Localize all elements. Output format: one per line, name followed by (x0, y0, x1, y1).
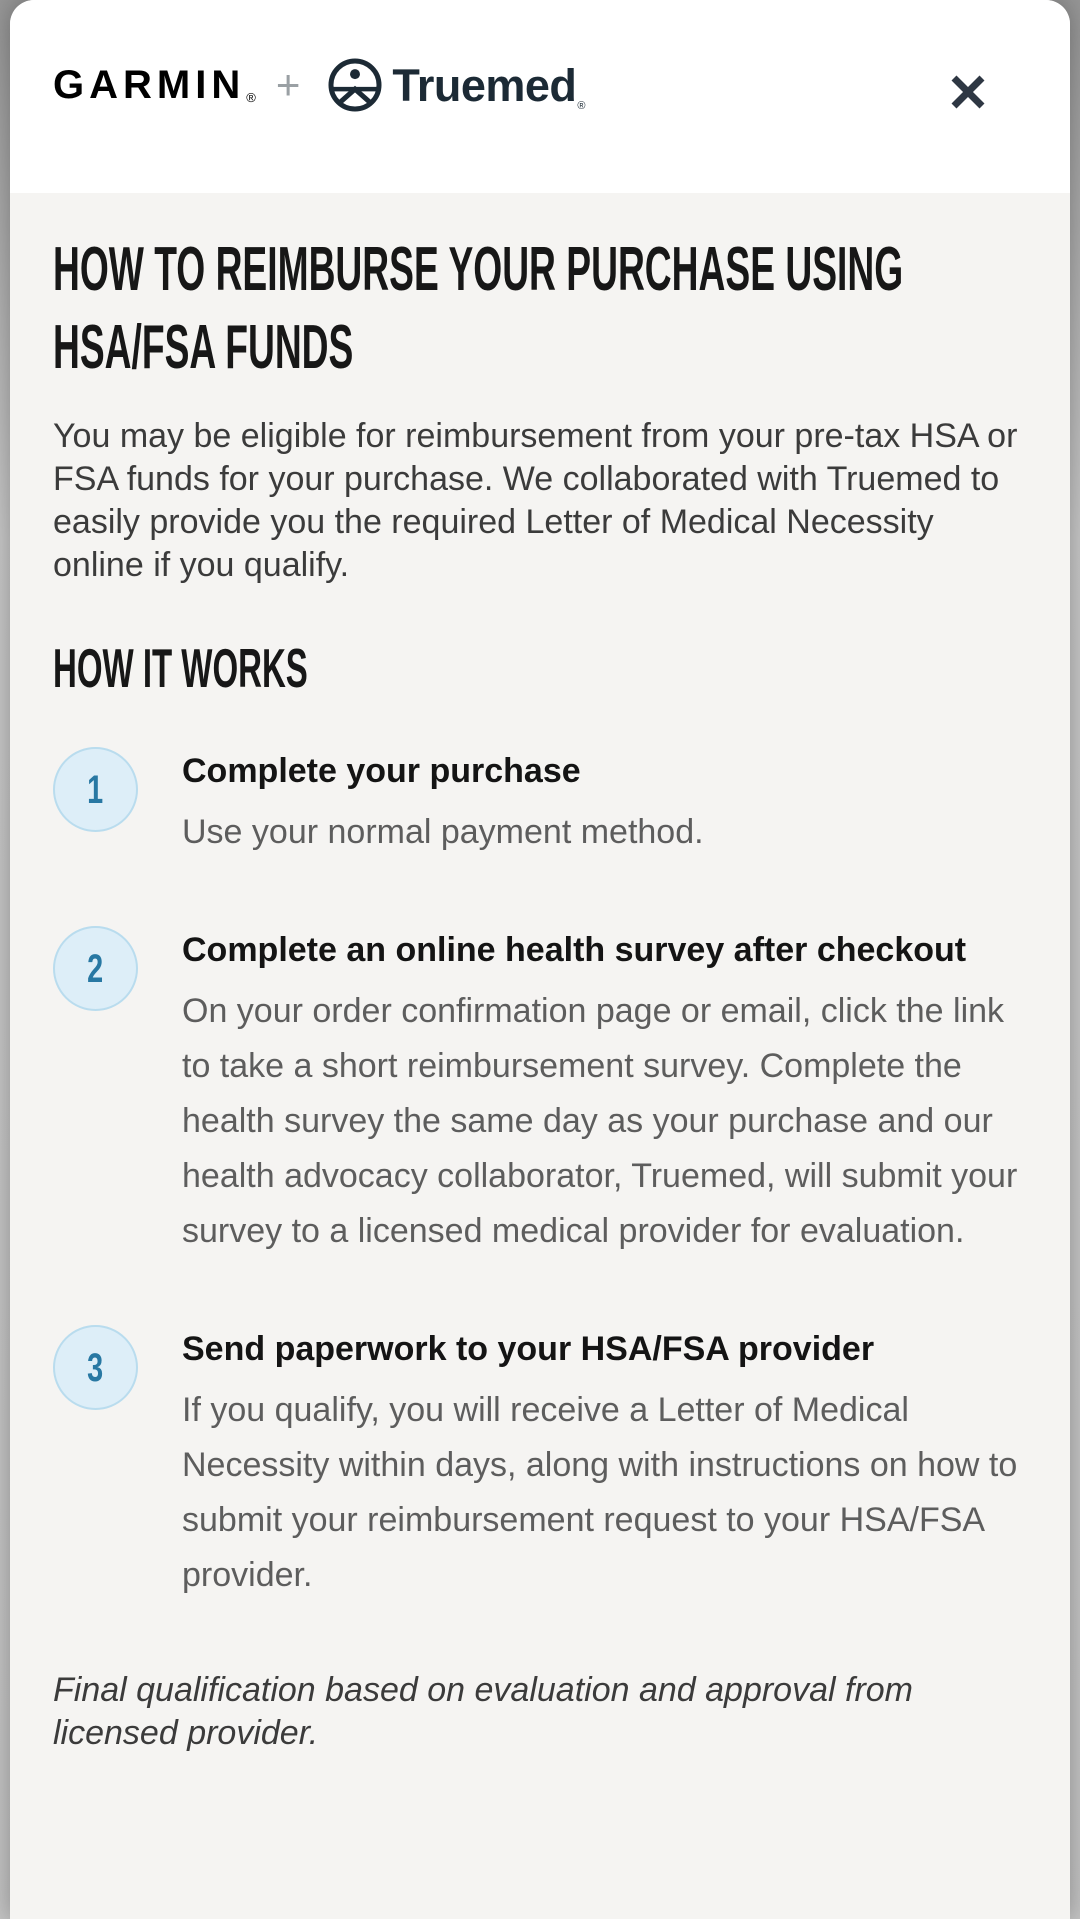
step-number-2: 2 (87, 946, 104, 991)
step-body-1: Use your normal payment method. (182, 813, 704, 851)
step-title-3: Send paperwork to your HSA/FSA provider (182, 1330, 875, 1368)
brand-row (53, 52, 586, 118)
page-title-line-2: HSA/FSA FUNDS (53, 313, 354, 382)
step-number-badge-3 (53, 1325, 138, 1410)
step-body-2: On your order confirmation page or email, click the link to take a short reimbursement survey. Complete the health survey the same day as your purchase and our health advocacy collaborator, Truemed, will submit your survey to a licensed medical provider for evaluation. (182, 992, 1018, 1250)
garmin-registered-mark: ® (246, 90, 256, 105)
step-text-1 (182, 747, 1027, 860)
step-number-badge-2 (53, 926, 138, 1011)
step-number-3: 3 (87, 1345, 104, 1390)
hsa-fsa-info-modal (10, 0, 1070, 1919)
step-item-2 (53, 926, 1027, 1259)
garmin-wordmark: GARMIN (53, 63, 246, 107)
garmin-logo (53, 65, 256, 105)
page-title-line-1: HOW TO REIMBURSE YOUR PURCHASE USING (53, 235, 904, 304)
intro-paragraph: You may be eligible for reimbursement from your pre-tax HSA or FSA funds for your purchase. We collaborated with Truemed to easily provide you the required Letter of Medical Necessity online if you qualify. (53, 417, 1018, 584)
step-number-1: 1 (87, 767, 104, 812)
step-text-3 (182, 1325, 1027, 1603)
step-item-1 (53, 747, 1027, 860)
steps-list (53, 747, 1027, 1603)
step-body-3: If you qualify, you will receive a Letter of Medical Necessity within days, along with instructions on how to submit your reimbursement request to your HSA/FSA provider. (182, 1391, 1018, 1594)
step-item-3 (53, 1325, 1027, 1603)
truemed-registered-mark: ® (577, 100, 586, 112)
step-text-2 (182, 926, 1027, 1259)
step-number-badge-1 (53, 747, 138, 832)
step-title-1: Complete your purchase (182, 752, 581, 790)
page-title (53, 231, 1027, 387)
close-button[interactable] (932, 56, 1004, 128)
disclaimer-text: Final qualification based on evaluation and approval from licensed provider. (53, 1671, 913, 1752)
how-it-works-heading: HOW IT WORKS (53, 637, 308, 699)
modal-content (10, 231, 1070, 1755)
step-title-2: Complete an online health survey after checkout (182, 931, 967, 969)
modal-header (10, 0, 1070, 193)
truemed-logo (326, 56, 585, 114)
close-icon (946, 70, 990, 114)
truemed-logo-icon (326, 56, 384, 114)
truemed-wordmark: Truemed (392, 59, 577, 111)
plus-separator: + (275, 61, 301, 108)
